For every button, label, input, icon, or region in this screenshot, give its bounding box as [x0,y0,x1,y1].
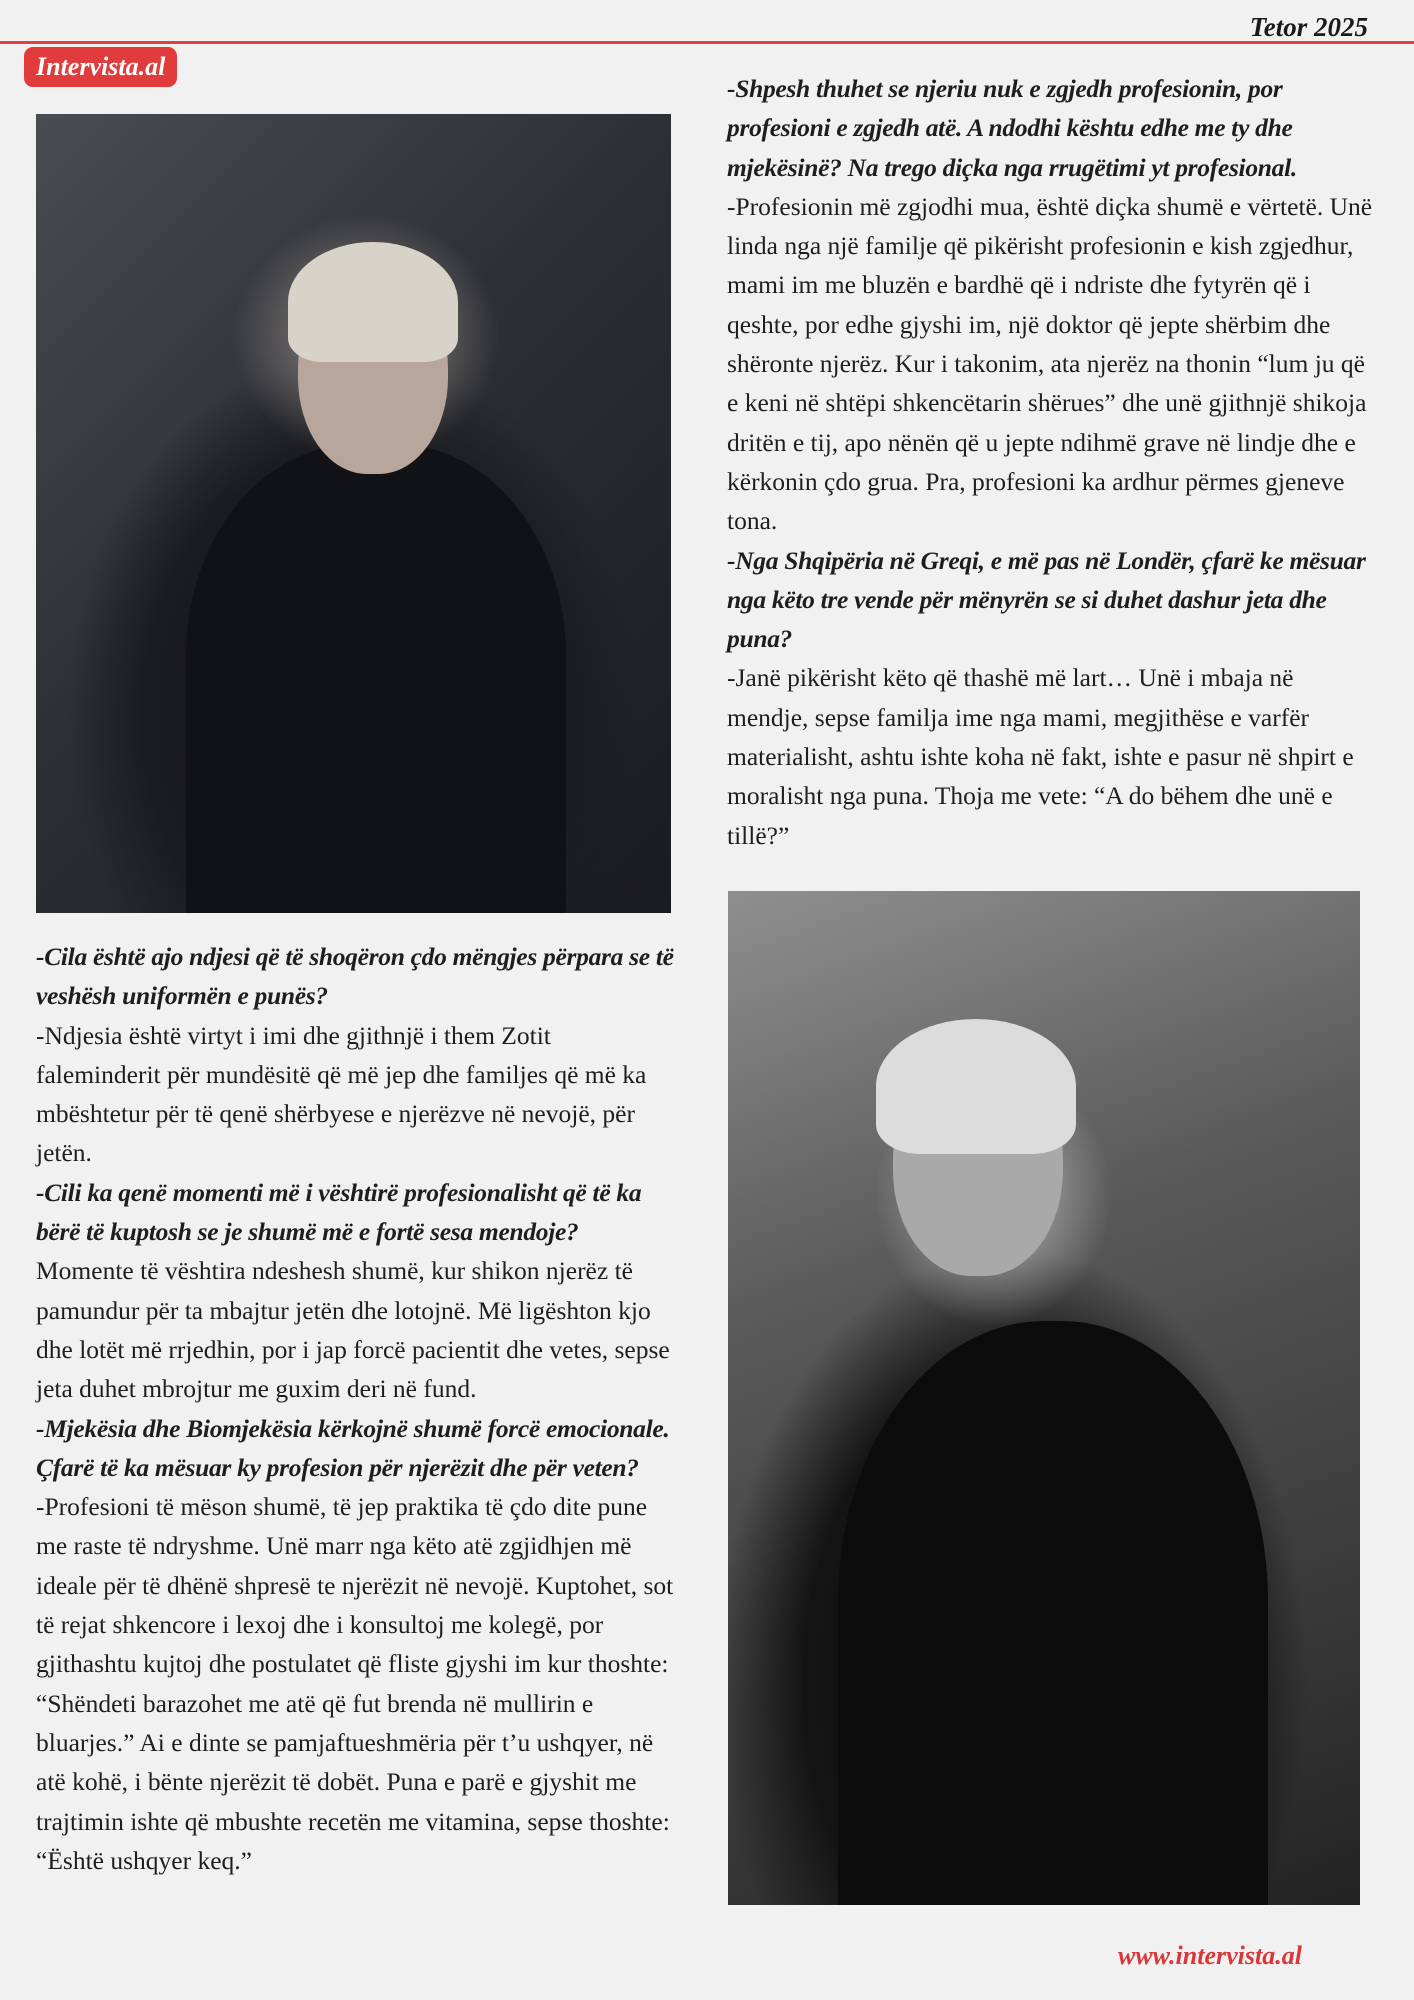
figure-hair [288,242,458,362]
interview-answer: -Janë pikërisht këto që thashë më lart… Unë i mbaja në mendje, sepse familja ime nga mami, megjithëse e varfër materialisht, ashtu ishte koha në fakt, ishte e pasur në shpirt e moralisht nga puna. Thoja me vete: “A do bëhem dhe unë e tillë?” [727,663,1354,850]
brand-logo-badge[interactable]: Intervista.al [24,47,177,87]
interview-question: -Cili ka qenë momenti më i vështirë profesionalisht që të ka bërë të kuptosh se je shumë më e fortë sesa mendoje? [36,1177,642,1247]
header-rule [0,41,1414,44]
figure-body [186,444,566,913]
website-link[interactable]: www.intervista.al [1118,1941,1302,1970]
portrait-photo-bottom [728,891,1360,1905]
article-column-left [36,937,676,1880]
interview-answer: -Profesionin më zgjodhi mua, është diçka shumë e vërtetë. Unë linda nga një familje që pikërisht profesionin e kish zgjedhur, mami im me bluzën e bardhë që i ndriste dhe fytyrën që i qeshte, por edhe gjyshi im, një doktor që jepte shërbim dhe shëronte njerëz. Kur i takonim, ata njerëz na thonin “lum ju që e keni në shtëpi shkencëtarin shërues” dhe unë gjithnjë shikoja dritën e tij, apo nënën që u jepte ndihmë grave në lindje dhe e kërkonin çdo grua. Pra, profesioni ka ardhur përmes gjeneve tona. [727,191,1373,536]
interview-answer: -Ndjesia është virtyt i imi dhe gjithnjë i them Zotit faleminderit për mundësitë që më jep dhe familjes që më ka mbështetur për të qenë shërbyese e njerëzve në nevojë, për jetën. [36,1020,647,1168]
figure-body [838,1321,1268,1905]
interview-answer: -Profesioni të mëson shumë, të jep praktika të çdo dite pune me raste të ndryshme. Unë marr nga këto atë zgjidhjen më ideale për të dhënë shpresë te njerëzit në nevojë. Kuptohet, sot të rejat shkencore i lexoj dhe i konsultoj me kolegë, por gjithashtu kujtoj dhe postulatet që fliste gjyshi im kur thoshte: “Shëndeti barazohet me atë që fut brenda në mullirin e bluarjes.” Ai e dinte se pamjaftueshmëria për t’u ushqyer, në atë kohë, i bënte njerëzit të dobët. Puna e parë e gjyshit me trajtimin ishte që mbushte recetën me vitamina, sepse thoshte: “Është ushqyer keq.” [36,1492,674,1875]
interview-question: -Nga Shqipëria në Greqi, e më pas në Londër, çfarë ke mësuar nga këto tre vende për mënyrën se si duhet dashur jeta dhe puna? [727,545,1366,654]
interview-question: -Shpesh thuhet se njeriu nuk e zgjedh profesionin, por profesioni e zgjedh atë. A ndodhi kështu edhe me ty dhe mjekësinë? Na trego diçka nga rrugëtimi yt profesional. [727,74,1297,182]
figure-hair [876,1019,1076,1154]
interview-question: -Cila është ajo ndjesi që të shoqëron çdo mëngjes përpara se të veshësh uniformën e punës? [36,942,674,1011]
issue-date: Tetor 2025 [1249,12,1368,42]
interview-answer: Momente të vështira ndeshesh shumë, kur shikon njerëz të pamundur për ta mbajtur jetën dhe lotojnë. Më ligështon kjo dhe lotët më rrjedhin, por i jap forcë pacientit dhe vetes, sepse jeta duhet mbrojtur me guxim deri në fund. [36,1256,670,1404]
article-column-right [727,69,1377,855]
interview-question: -Mjekësia dhe Biomjekësia kërkojnë shumë forcë emocionale. Çfarë të ka mësuar ky profesion për njerëzit dhe për veten? [36,1413,670,1482]
portrait-photo-top [36,114,671,913]
